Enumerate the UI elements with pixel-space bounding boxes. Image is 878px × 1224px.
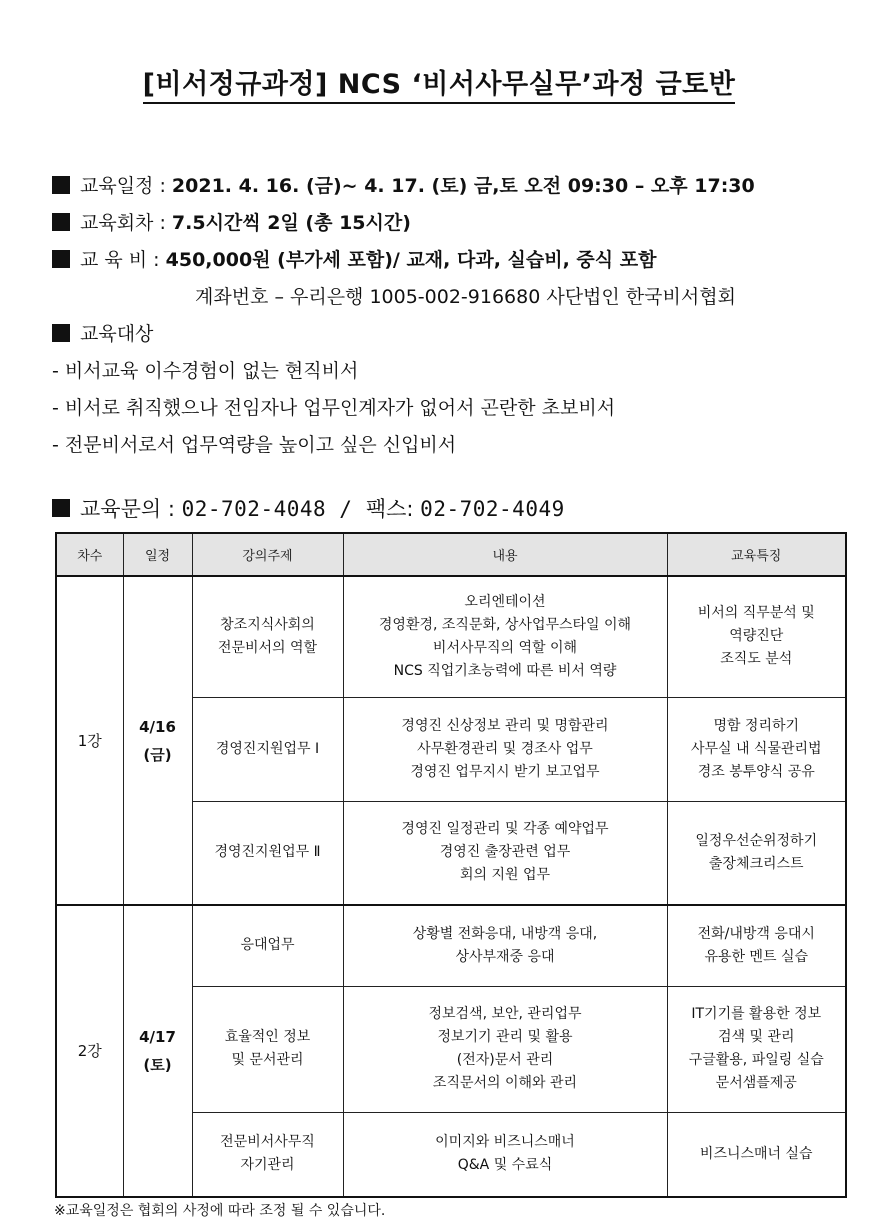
topic-line: 창조지식사회의 xyxy=(220,616,315,633)
content-line: 회의 지원 업무 xyxy=(459,867,551,884)
page-title xyxy=(0,62,878,101)
header-content: 내용 xyxy=(343,533,667,576)
feature-line: 일정우선순위정하기 xyxy=(695,832,818,849)
topic-line: 전문비서의 역할 xyxy=(217,639,318,656)
square-bullet-icon xyxy=(52,324,70,342)
date-line: (토) xyxy=(143,1056,172,1074)
content-line: 경영진 신상정보 관리 및 명함관리 xyxy=(401,717,609,734)
feature-line: 경조 봉투양식 공유 xyxy=(697,763,815,780)
feature-cell xyxy=(667,801,846,905)
topic-cell xyxy=(192,697,343,801)
feature-line: 문서샘플제공 xyxy=(715,1075,797,1091)
contact-label: 교육문의 : xyxy=(80,497,175,521)
topic-cell xyxy=(192,1112,343,1197)
feature-line: 사무실 내 식물관리법 xyxy=(690,740,822,757)
topic-line: 효율적인 정보 xyxy=(224,1029,311,1045)
contact-phone: 02-702-4048 / xyxy=(181,497,353,521)
feature-cell xyxy=(667,986,846,1112)
topic-line: 자기관리 xyxy=(240,1157,295,1174)
header-feature: 교육특징 xyxy=(667,533,846,576)
fee-line xyxy=(52,242,852,279)
content-line: NCS 직업기초능력에 따른 비서 역량 xyxy=(393,662,617,679)
schedule-table xyxy=(55,532,847,1198)
square-bullet-icon xyxy=(52,176,70,194)
content-line: (전자)문서 관리 xyxy=(456,1052,554,1068)
topic-line: 응대업무 xyxy=(240,937,295,954)
feature-cell xyxy=(667,1112,846,1197)
table-row xyxy=(56,905,846,986)
sessions-line xyxy=(52,205,852,242)
date-cell xyxy=(123,905,192,1197)
content-line: 경영진 출장관련 업무 xyxy=(439,844,571,861)
round-cell: 2강 xyxy=(56,905,123,1197)
feature-line: 유용한 멘트 실습 xyxy=(704,948,809,965)
header-round: 차수 xyxy=(56,533,123,576)
square-bullet-icon xyxy=(52,250,70,268)
feature-cell xyxy=(667,576,846,697)
content-line: 사무환경관리 및 경조사 업무 xyxy=(417,740,593,757)
date-line: 4/17 xyxy=(139,1028,176,1046)
feature-line: 조직도 분석 xyxy=(720,651,793,668)
fee-label: 교 육 비 : xyxy=(80,249,160,271)
topic-cell xyxy=(192,801,343,905)
content-cell xyxy=(343,801,667,905)
header-topic: 강의주제 xyxy=(192,533,343,576)
contact-fax: 02-702-4049 xyxy=(420,497,565,521)
content-cell xyxy=(343,986,667,1112)
feature-cell xyxy=(667,697,846,801)
content-cell xyxy=(343,905,667,986)
content-line: 오리엔테이션 xyxy=(464,593,546,610)
feature-line: IT기기를 활용한 정보 xyxy=(691,1006,822,1022)
feature-line: 전화/내방객 응대시 xyxy=(697,925,815,942)
feature-line: 역량진단 xyxy=(729,628,784,645)
schedule-value: 2021. 4. 16. (금)~ 4. 17. (토) 금,토 오전 09:30 – 오후 17:30 xyxy=(171,175,755,197)
topic-line: 경영진지원업무 Ⅱ xyxy=(214,844,321,861)
content-line: 경영진 업무지시 받기 보고업무 xyxy=(410,763,600,780)
feature-line: 구글활용, 파일링 실습 xyxy=(688,1052,824,1068)
date-cell xyxy=(123,576,192,905)
content-cell xyxy=(343,697,667,801)
round-cell: 1강 xyxy=(56,576,123,905)
content-line: 상황별 전화응대, 내방객 응대, xyxy=(412,925,598,942)
content-line: 이미지와 비즈니스매너 xyxy=(435,1134,575,1151)
content-line: 상사부재중 응대 xyxy=(455,948,555,965)
topic-cell xyxy=(192,986,343,1112)
feature-line: 비즈니스매너 실습 xyxy=(699,1145,813,1162)
target-label: 교육대상 xyxy=(80,323,154,345)
sessions-label: 교육회차 : xyxy=(80,212,166,234)
feature-cell xyxy=(667,905,846,986)
square-bullet-icon xyxy=(52,213,70,231)
target-heading xyxy=(52,316,852,353)
schedule-line xyxy=(52,168,852,205)
topic-line: 및 문서관리 xyxy=(231,1052,304,1068)
content-line: 경영진 일정관리 및 각종 예약업무 xyxy=(401,821,609,838)
content-line: 비서사무직의 역할 이해 xyxy=(432,639,578,656)
feature-line: 검색 및 관리 xyxy=(717,1029,795,1045)
schedule-label: 교육일정 : xyxy=(80,175,166,197)
course-info xyxy=(52,168,852,464)
feature-line: 비서의 직무분석 및 xyxy=(697,605,815,622)
page-title-text: [비서정규과정] NCS ‘비서사무실무’과정 금토반 xyxy=(143,69,736,104)
square-bullet-icon xyxy=(52,499,70,517)
content-line: 조직문서의 이해와 관리 xyxy=(432,1075,578,1091)
contact-line xyxy=(52,493,565,523)
schedule-note: ※교육일정은 협회의 사정에 따라 조정 될 수 있습니다. xyxy=(54,1203,386,1219)
content-line: 경영환경, 조직문화, 상사업무스타일 이해 xyxy=(378,616,632,633)
table-header-row xyxy=(56,533,846,576)
target-item: - 비서교육 이수경험이 없는 현직비서 xyxy=(52,360,359,382)
table-row xyxy=(56,576,846,697)
content-line: 정보기기 관리 및 활용 xyxy=(437,1029,573,1045)
feature-line: 명함 정리하기 xyxy=(713,717,800,734)
content-line: 정보검색, 보안, 관리업무 xyxy=(428,1006,582,1022)
topic-line: 경영진지원업무 Ⅰ xyxy=(215,740,320,757)
date-line: (금) xyxy=(143,745,172,764)
topic-cell xyxy=(192,576,343,697)
fee-value: 450,000원 (부가세 포함)/ 교재, 다과, 실습비, 중식 포함 xyxy=(165,249,657,271)
feature-line: 출장체크리스트 xyxy=(708,855,804,872)
header-date: 일정 xyxy=(123,533,192,576)
content-line: Q&A 및 수료식 xyxy=(457,1157,553,1174)
sessions-value: 7.5시간씩 2일 (총 15시간) xyxy=(171,212,411,234)
content-cell xyxy=(343,1112,667,1197)
content-cell xyxy=(343,576,667,697)
target-item: - 전문비서로서 업무역량을 높이고 싶은 신입비서 xyxy=(52,434,457,456)
account-line: 계좌번호 – 우리은행 1005-002-916680 사단법인 한국비서협회 xyxy=(195,286,736,308)
target-item: - 비서로 취직했으나 전임자나 업무인계자가 없어서 곤란한 초보비서 xyxy=(52,397,616,419)
topic-line: 전문비서사무직 xyxy=(220,1134,315,1151)
date-line: 4/16 xyxy=(139,717,176,736)
topic-cell xyxy=(192,905,343,986)
fax-label: 팩스: xyxy=(365,497,414,521)
